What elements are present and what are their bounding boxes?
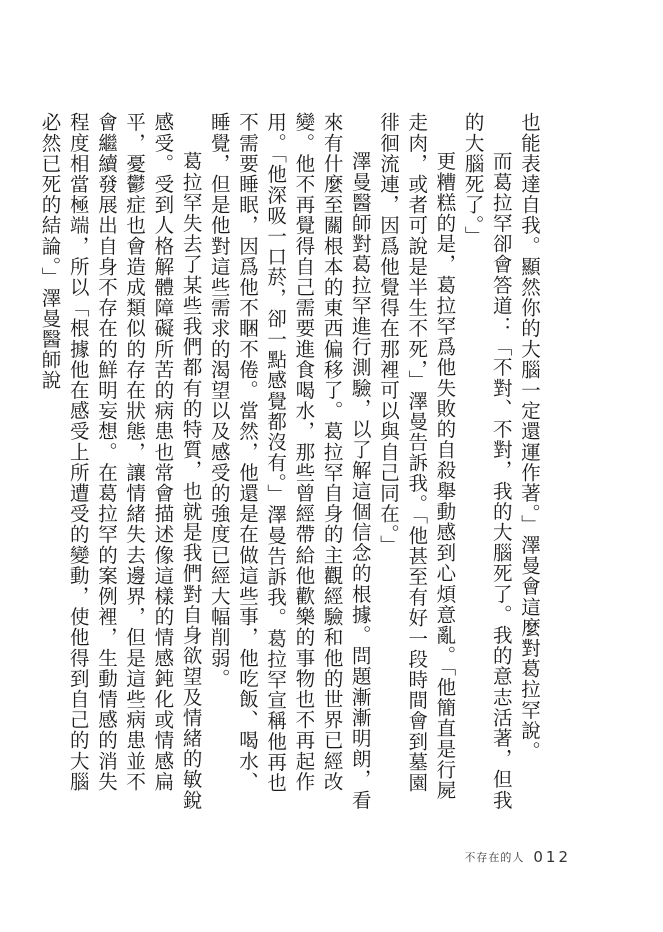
paragraph-4: 澤曼醫師對葛拉罕進行測驗，以了解這個信念的根據。問題漸漸明朗，看來有什麼至關根本的東西偏移了。葛拉罕自身的主觀經驗和他的世界已經改變。他不再覺得自己需要進食喝水，那些曾經帶給他歡樂的事物也不再起作用。「他深吸一口菸，卻一點感覺都沒有。」澤曼告訴我。葛拉罕宣稱他再也不需要睡眠，因爲他不睏不倦。當然，他還是在做這些事，他吃飯、喝水、睡覺，但是他對這些需求的渴望以及感受的強度已經大幅削弱。	[207, 112, 372, 811]
paragraph-1: 也能表達自我。顯然你的大腦一定還運作著。」澤曼會這麼對葛拉罕說。	[518, 112, 541, 762]
paragraph-3: 更糟糕的是，葛拉罕爲他失敗的自殺舉動感到心煩意亂。「他簡直是行屍走肉，或者可說是半生不死，」澤曼告訴我。「他甚至有好一段時間會到墓園徘徊流連，因爲他覺得在那裡可以與自己同在。」	[376, 112, 457, 801]
page-number: 012	[533, 848, 571, 866]
running-title: 不存在的人	[464, 851, 525, 864]
page-footer	[464, 848, 571, 866]
paragraph-5: 葛拉罕失去了某些我們都有的特質，也就是我們對自身欲望及情緒的敏銳感受。受到人格解體障礙所苦的病患也常會描述像這樣的情感鈍化或情感扁平，憂鬱症也會造成類似的存在狀態，讓情緒失去邊界，但是這些病患並不會繼續發展出自身不存在的鮮明妄想。在葛拉罕的案例裡，生動情感的消失程度相當極端，所以「根據他在感受上所遭受的變動，使他得到自己的大腦必然已死的結論。」澤曼醫師說	[38, 112, 203, 811]
body-text	[38, 112, 543, 812]
paragraph-2: 而葛拉罕卻會答道：「不對、不對，我的大腦死了。我的意志活著，但我的大腦死了。」	[461, 112, 513, 811]
